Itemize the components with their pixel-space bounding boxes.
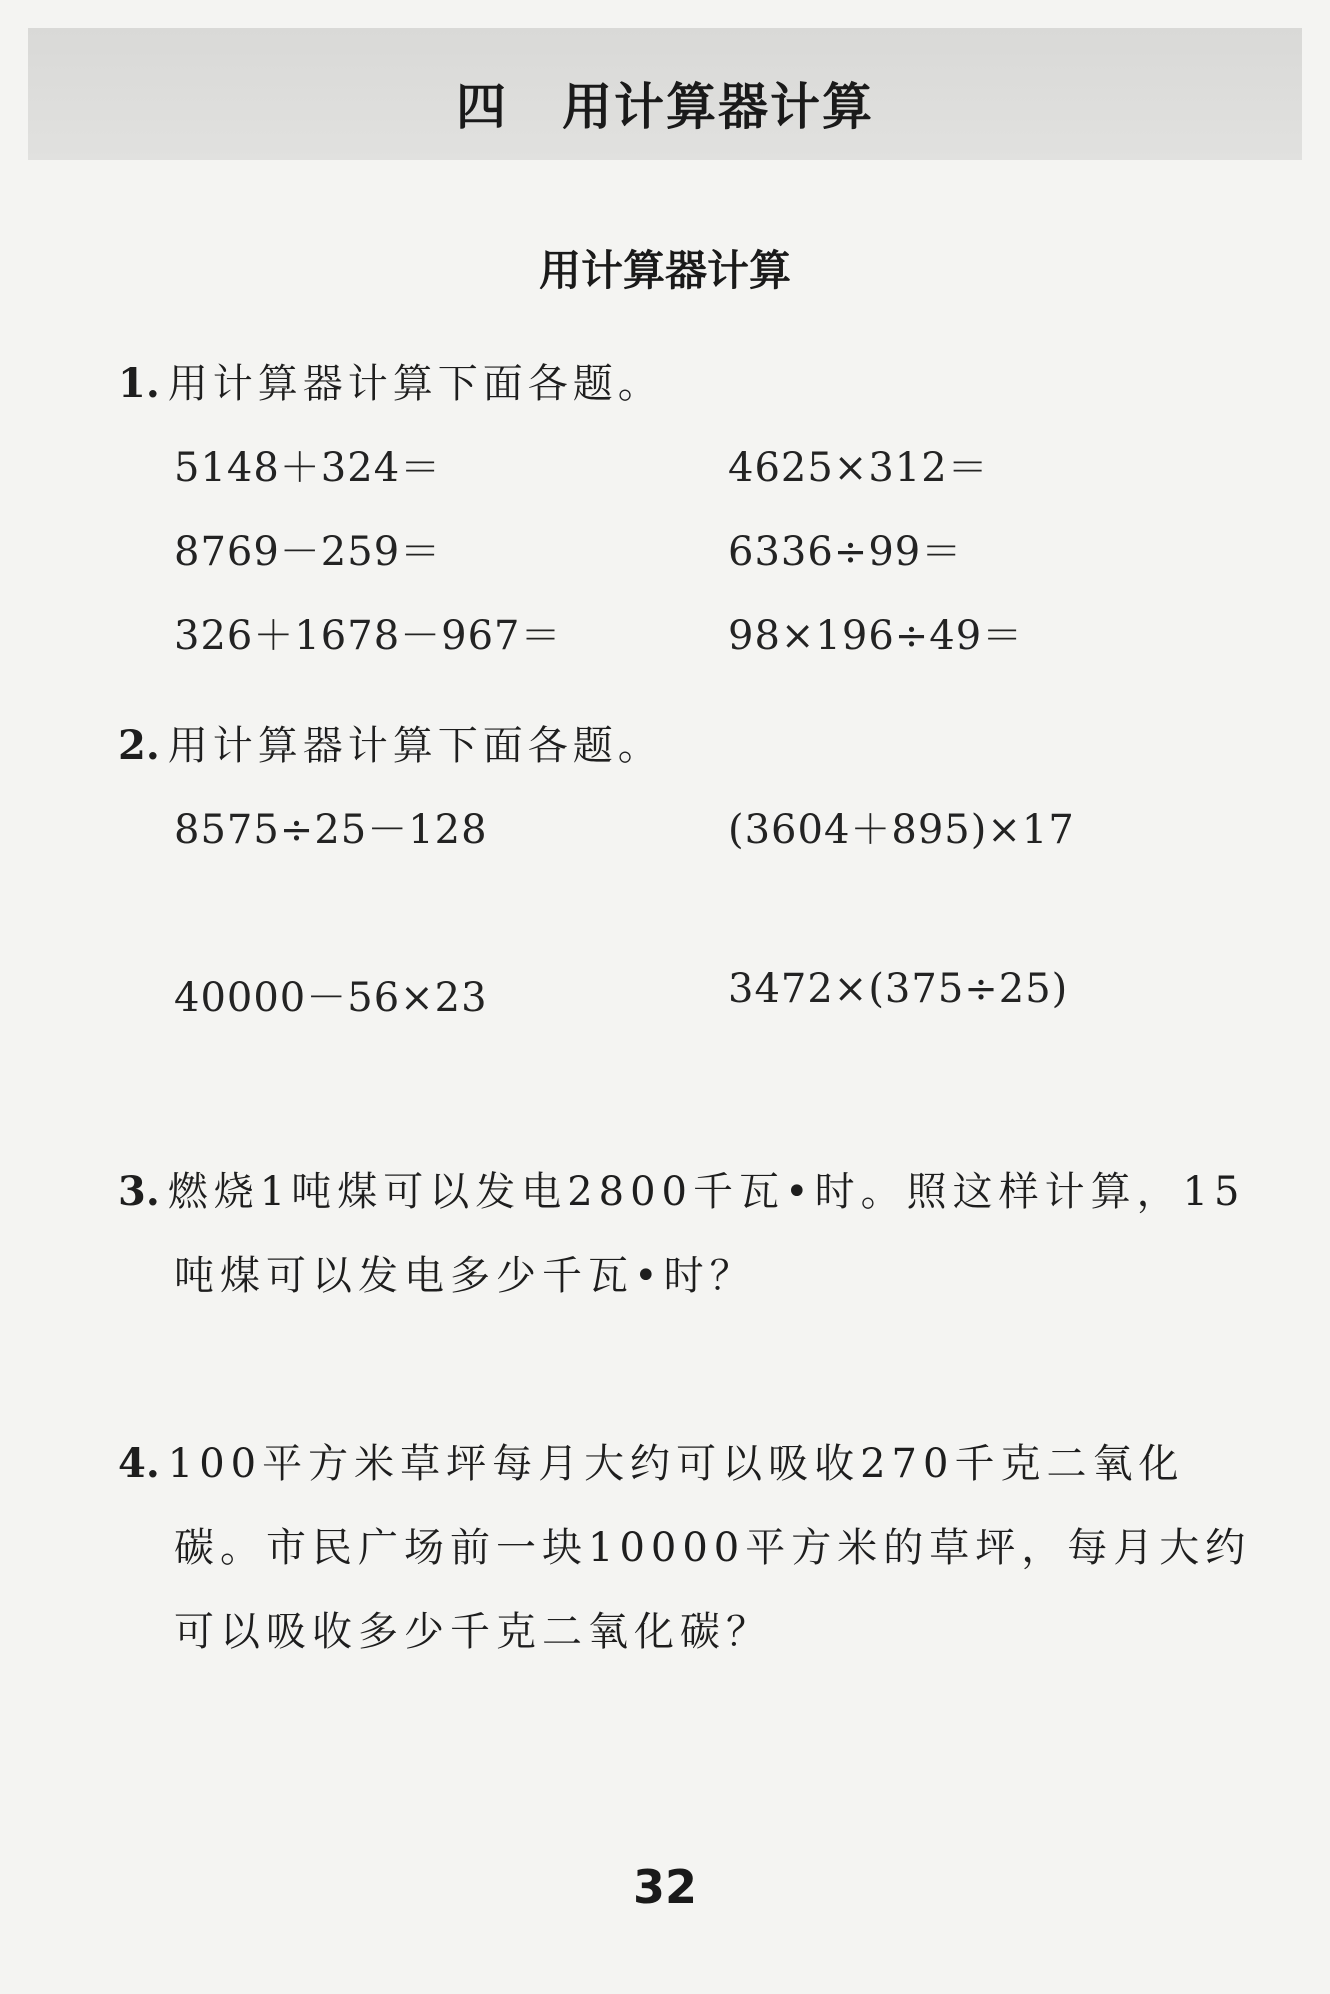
chapter-number: 四 [456,78,508,136]
question-3-number: 3. [118,1168,160,1215]
q1-expression: 5148＋324＝ [174,445,442,491]
question-2-number: 2. [118,722,160,769]
question-1-prompt: 用计算器计算下面各题。 [167,361,663,407]
question-3-line-2: 吨煤可以发电多少千瓦•时？ [174,1253,756,1299]
q2-expression: 40000－56×23 [174,975,488,1021]
q2-expression: 3472×(375÷25) [728,966,1069,1012]
q1-expression: 4625×312＝ [728,445,989,491]
q2-expression: 8575÷25－128 [174,807,488,853]
q1-expression: 326＋1678－967＝ [174,613,562,659]
section-title: 用计算器计算 [538,246,791,295]
q2-expression: (3604＋895)×17 [728,807,1075,853]
chapter-banner [28,28,1302,160]
question-4-line-1 [118,1432,1184,1489]
page-number: 32 [632,1860,697,1914]
question-2-prompt: 用计算器计算下面各题。 [167,723,663,769]
question-4-number: 4. [118,1440,160,1487]
question-2-heading [118,714,663,771]
question-4-text: 100平方米草坪每月大约可以吸收270千克二氧化 [167,1441,1185,1487]
q1-expression: 8769－259＝ [174,529,442,575]
question-3-line-1 [118,1160,1246,1217]
q1-expression: 6336÷99＝ [728,529,963,575]
question-4-line-3: 可以吸收多少千克二氧化碳？ [174,1609,772,1655]
chapter-heading [456,67,874,139]
chapter-title: 用计算器计算 [562,78,874,136]
question-3-text: 燃烧1吨煤可以发电2800千瓦•时。照这样计算，15 [167,1169,1246,1215]
question-4-line-2: 碳。市民广场前一块10000平方米的草坪，每月大约 [174,1525,1252,1571]
q1-expression: 98×196÷49＝ [728,613,1024,659]
question-1-number: 1. [118,360,160,407]
question-1-heading [118,352,663,409]
